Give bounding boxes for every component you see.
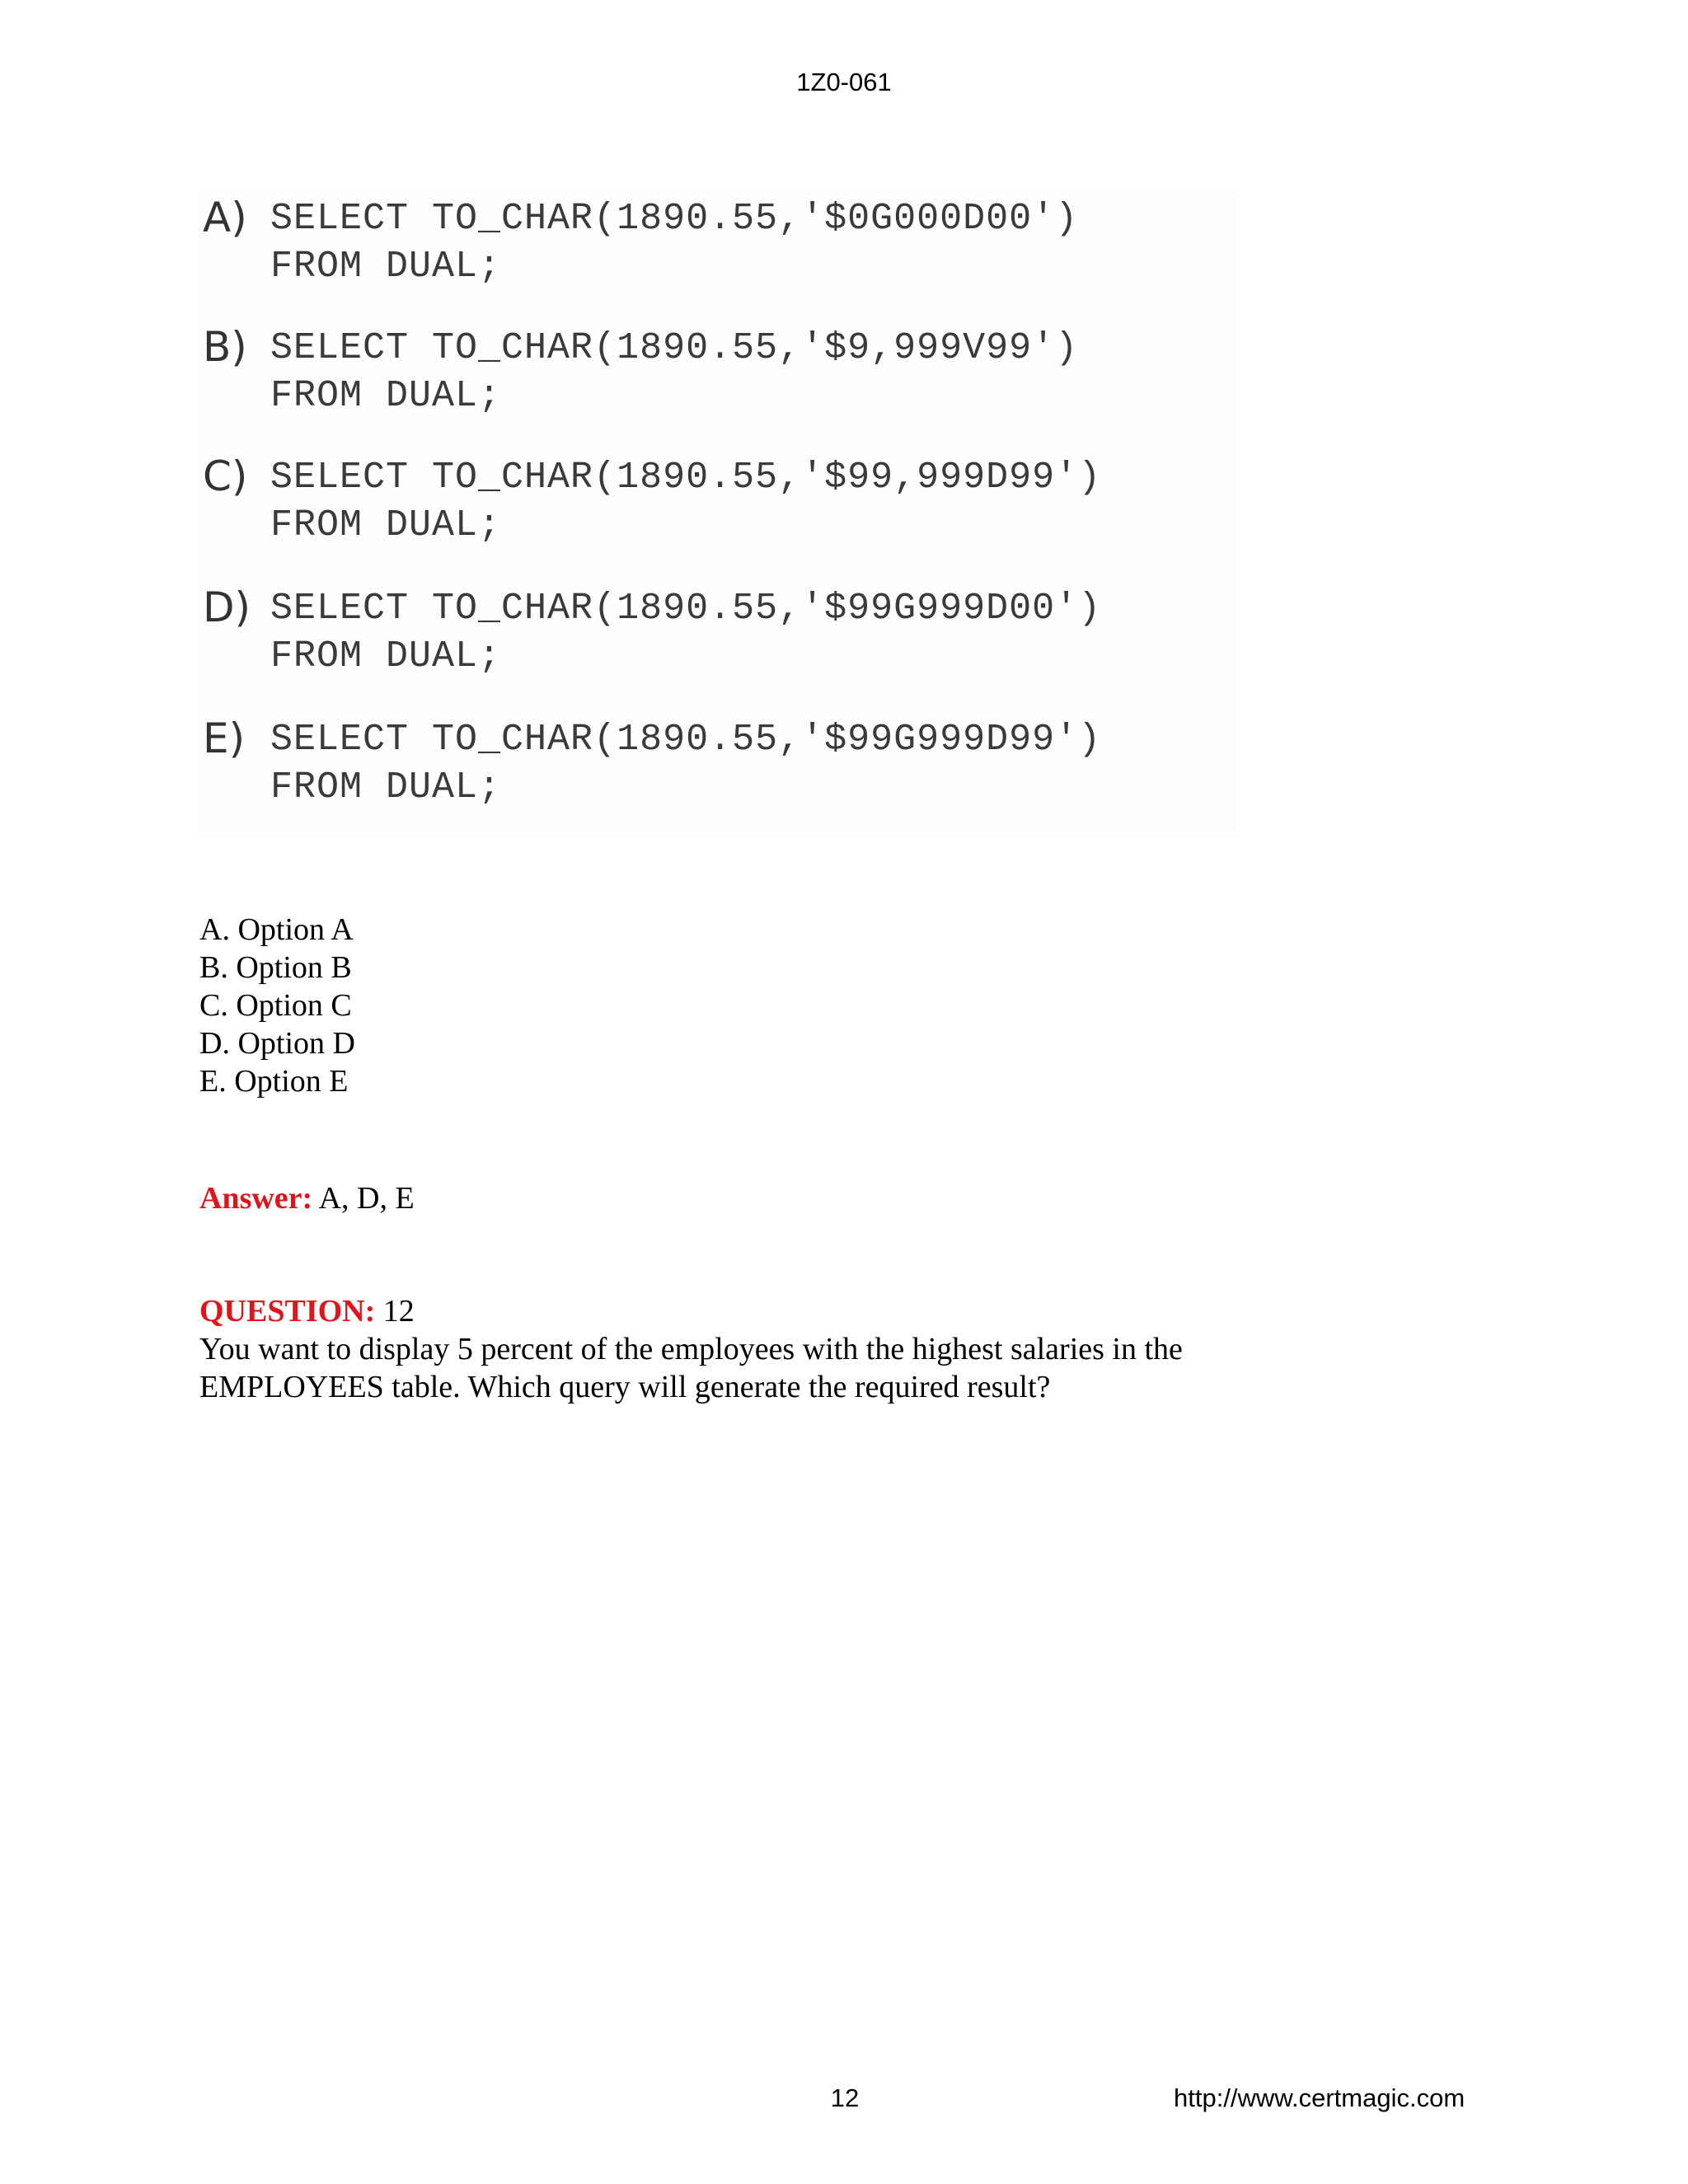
code-line: FROM DUAL; [270,766,502,808]
answer-choices-list [199,911,355,1100]
choice-item: D. Option D [199,1026,355,1061]
question-heading [199,1292,1518,1330]
code-option-c [198,452,1236,551]
choice-item: C. Option C [199,988,352,1023]
code-option-letter: B) [203,323,247,371]
page-number: 12 [830,2083,860,2112]
code-option-d [198,583,1236,682]
code-option-e [198,715,1236,813]
answer-line [199,1179,415,1217]
question-text: EMPLOYEES table. Which query will generate the required result? [199,1370,1051,1404]
question-number: 12 [382,1294,415,1329]
choice-item: E. Option E [199,1064,349,1099]
code-option-b [198,323,1236,422]
answer-value: A, D, E [318,1181,415,1216]
code-line: FROM DUAL; [270,504,502,546]
code-options-figure [198,194,1236,837]
choice-item: B. Option B [199,950,352,985]
code-line: SELECT TO_CHAR(1890.55,'$0G000D00') [270,198,1079,240]
code-option-letter: A) [203,194,247,241]
code-line: FROM DUAL; [270,246,502,288]
choice-item: A. Option A [199,912,354,947]
page-header-title: 1Z0-061 [796,68,892,96]
answer-label: Answer: [199,1181,313,1216]
code-line: SELECT TO_CHAR(1890.55,'$99,999D99') [270,457,1102,499]
question-block [199,1292,1518,1406]
question-label: QUESTION: [199,1294,376,1329]
code-option-letter: D) [203,583,251,631]
code-line: SELECT TO_CHAR(1890.55,'$99G999D00') [270,588,1102,630]
code-line: FROM DUAL; [270,375,502,417]
code-option-a [198,194,1236,293]
question-text: You want to display 5 percent of the employees with the highest salaries in the [199,1332,1183,1366]
code-option-letter: E) [203,715,246,762]
footer-url: http://www.certmagic.com [1174,2083,1465,2112]
code-line: SELECT TO_CHAR(1890.55,'$99G999D99') [270,719,1102,761]
code-line: FROM DUAL; [270,635,502,677]
code-option-letter: C) [203,452,248,500]
code-line: SELECT TO_CHAR(1890.55,'$9,999V99') [270,327,1079,369]
